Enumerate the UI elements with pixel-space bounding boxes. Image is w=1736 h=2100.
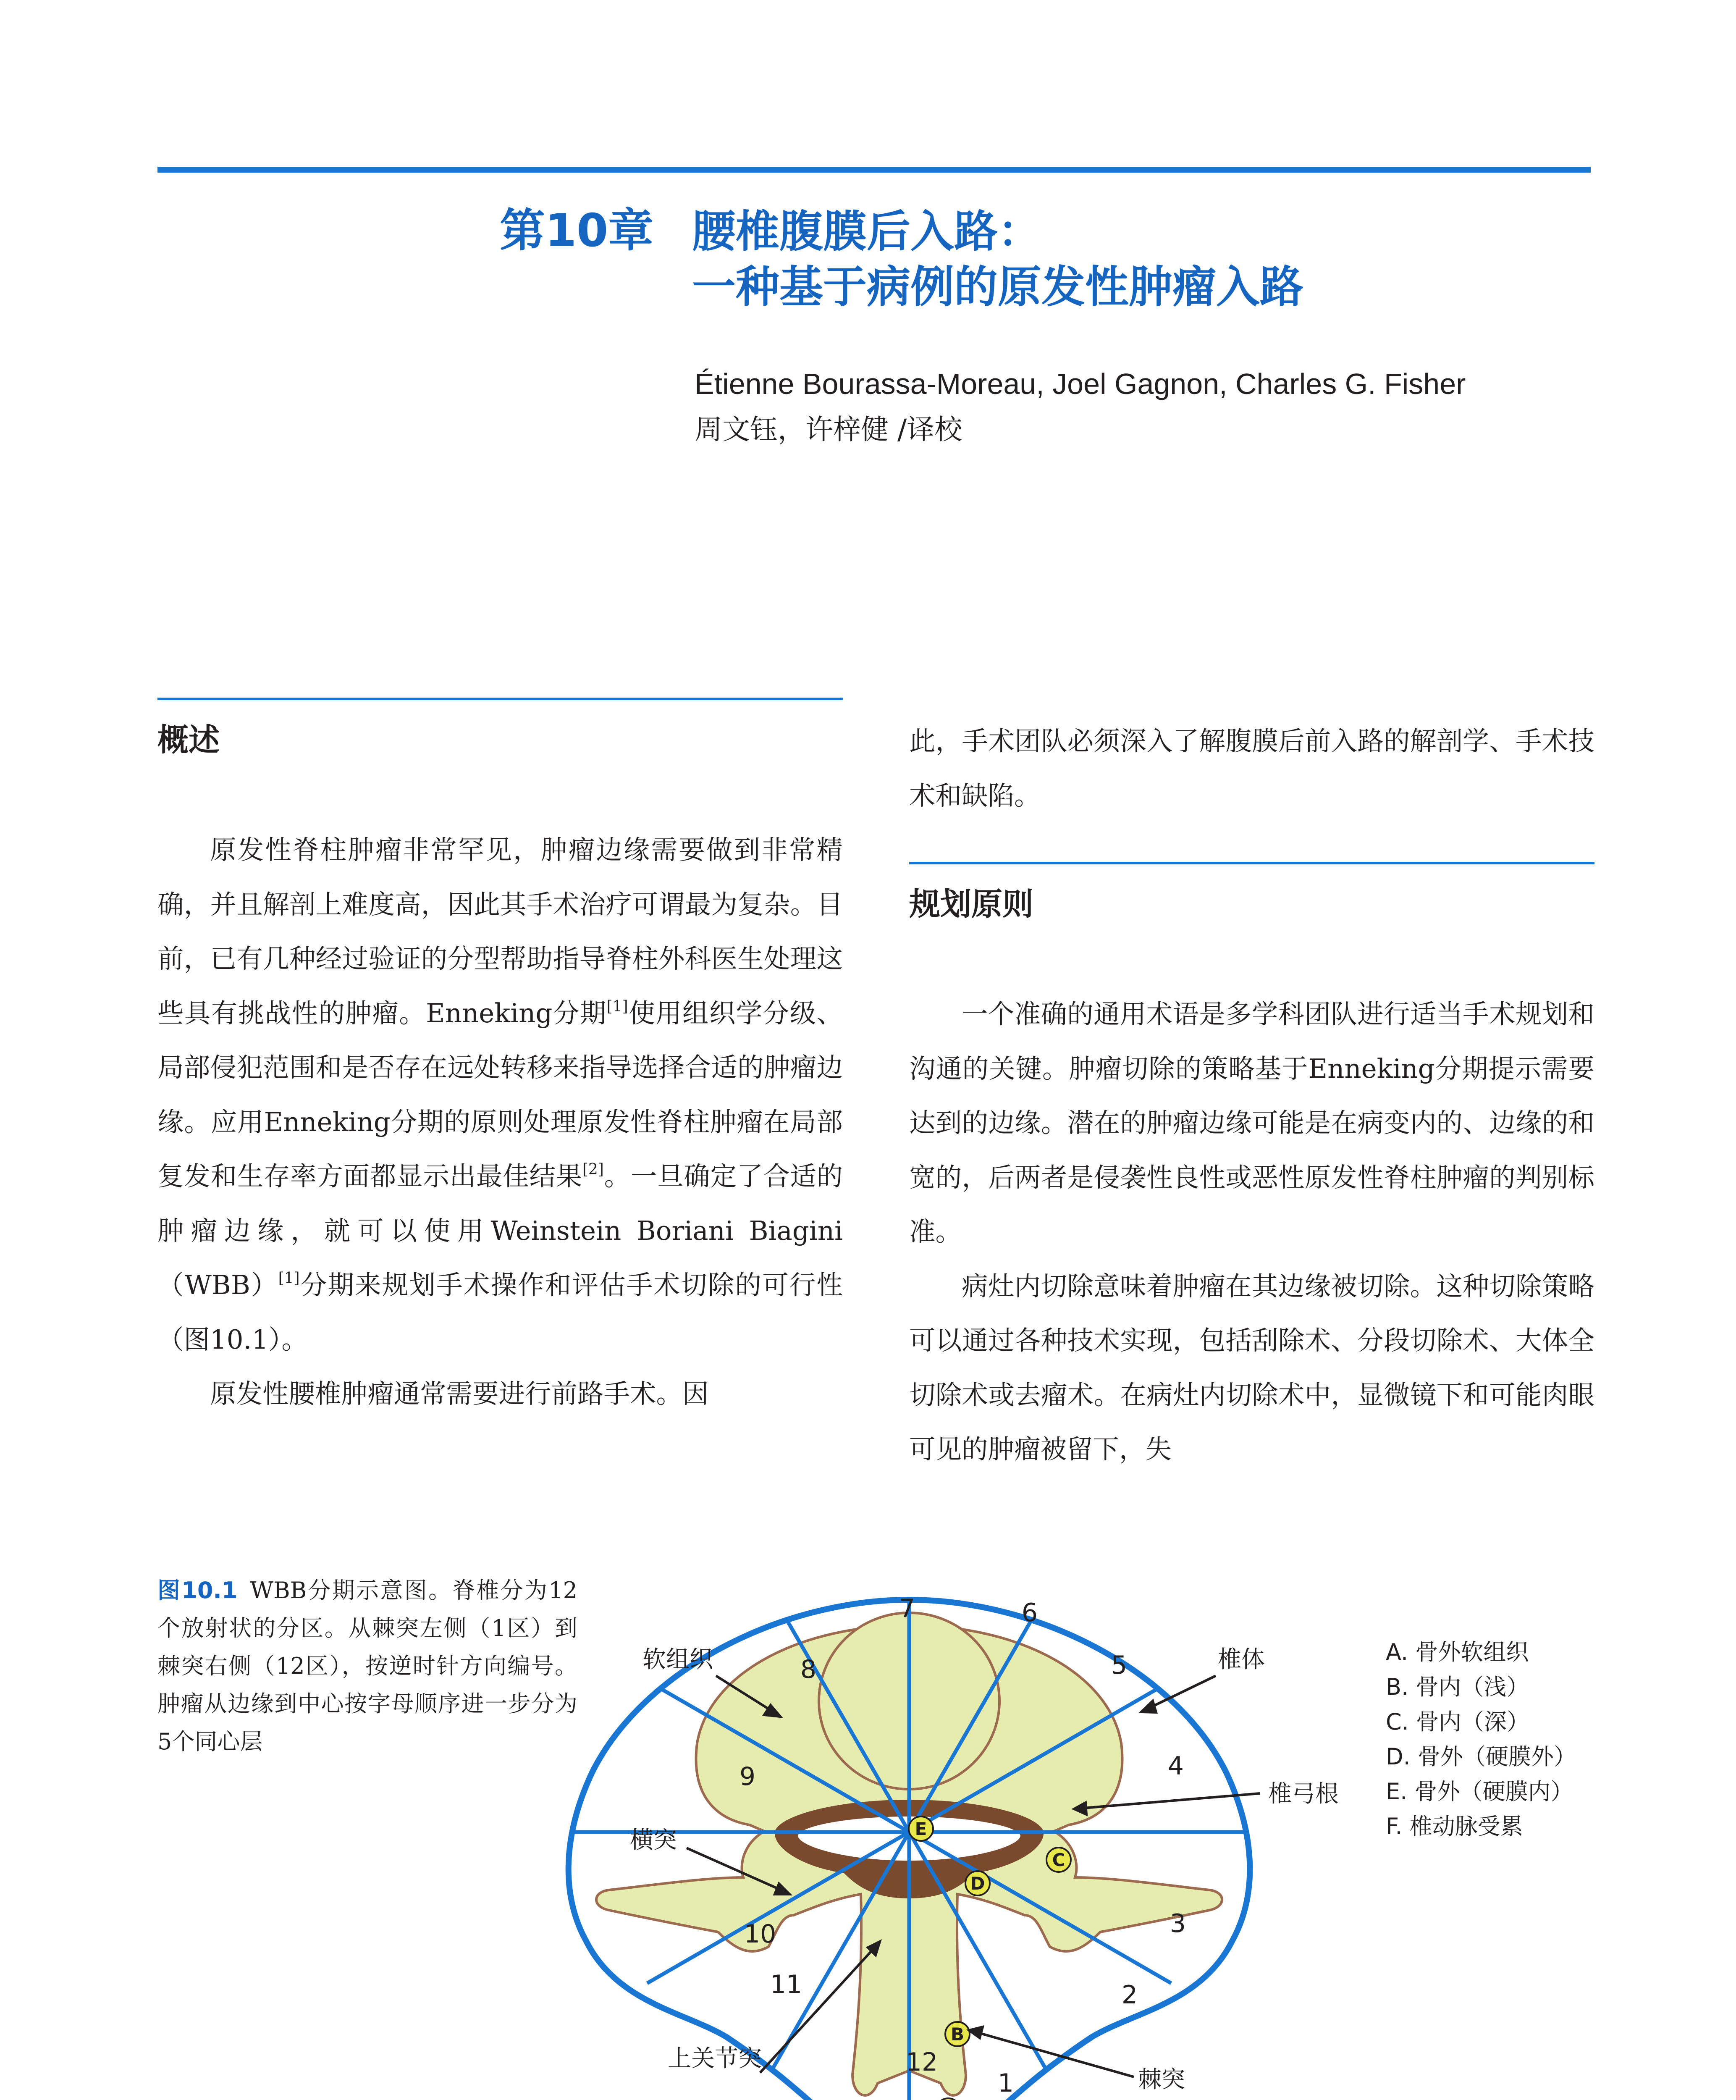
layer-marker-c-label: C [1052,1850,1065,1870]
zone-number-12: 12 [905,2048,938,2077]
zone-number-4: 4 [1167,1751,1184,1781]
paragraph: 病灶内切除意味着肿瘤在其边缘被切除。这种切除策略可以通过各种技术实现，包括刮除术、分段切除术、大体全切除术或去瘤术。在病灶内切除术中，显微镜下和可能肉眼可见的肿瘤被留下，失 [909,1270,1594,1465]
zone-number-3: 3 [1170,1909,1186,1938]
label-spinous-process: 棘突 [1138,2066,1185,2093]
layer-marker-b-label: B [950,2024,965,2045]
legend-item: A. 骨外软组织 [1386,1639,1529,1665]
citation-ref[interactable]: [2] [582,1161,604,1178]
paragraph: 一个准确的通用术语是多学科团队进行适当手术规划和沟通的关键。肿瘤切除的策略基于Enneking分期提示需要达到的边缘。潜在的肿瘤边缘可能是在病变内的、边缘的和宽的，后两者是侵袭性良性或恶性原发性脊柱肿瘤的判别标准。 [909,999,1594,1247]
zone-number-1: 1 [997,2068,1014,2098]
citation-ref[interactable]: [1] [278,1270,300,1287]
authors: Étienne Bourassa-Moreau, Joel Gagnon, Charles G. Fisher [695,368,1466,400]
paragraph: 原发性腰椎肿瘤通常需要进行前路手术。因 [210,1378,709,1409]
label-pedicle: 椎弓根 [1268,1780,1339,1808]
legend-item: B. 骨内（浅） [1386,1674,1529,1700]
zone-number-5: 5 [1111,1651,1128,1680]
label-vertebral-body: 椎体 [1218,1646,1265,1673]
chapter-label: 第10章 [500,205,654,257]
paragraph: 此，手术团队必须深入了解腹膜后前入路的解剖学、手术技术和缺陷。 [909,726,1594,811]
zone-number-6: 6 [1021,1598,1038,1628]
chapter-title-line-2: 一种基于病例的原发性肿瘤入路 [692,261,1304,312]
legend-item: F. 椎动脉受累 [1386,1813,1523,1840]
zone-number-9: 9 [739,1762,756,1791]
legend-item: D. 骨外（硬膜外） [1386,1743,1576,1770]
layer-marker-e-label: E [915,1819,927,1839]
section-heading-overview: 概述 [157,722,220,758]
label-soft-tissue: 软组织 [642,1646,713,1673]
figure-label: 图10.1 [157,1577,238,1604]
zone-number-7: 7 [899,1594,915,1623]
paragraph: 原发性脊柱肿瘤非常罕见，肿瘤边缘需要做到非常精确，并且解剖上难度高，因此其手术治疗可谓最为复杂。目前，已有几种经过验证的分型帮助指导脊柱外科医生处理这些具有挑战性的肿瘤。Enneking分期[1]使用组织学分级、局部侵犯范围和是否存在远处转移来指导选择合适的肿瘤边缘。应用Enneking分期的原则处理原发性脊柱肿瘤在局部复发和生存率方面都显示出最佳结果[2]。一旦确定了合适的肿瘤边缘，就可以使用Weinstein Boriani Biagini（WBB）[1]分期来规划手术操作和评估手术切除的可行性（图10.1）。 [157,835,843,1355]
label-transverse-process: 横突 [630,1827,677,1854]
zone-number-8: 8 [800,1655,817,1684]
translators: 周文钰，许梓健 /译校 [695,413,962,446]
legend-item: C. 骨内（深） [1386,1709,1530,1735]
zone-number-2: 2 [1121,1980,1138,2010]
citation-ref[interactable]: [1] [606,998,628,1015]
layer-legend [1386,1639,1576,1840]
zone-number-11: 11 [770,1970,802,1999]
zone-number-10: 10 [744,1919,776,1949]
label-superior-facet: 上关节突 [668,2045,762,2072]
layer-marker-d-label: D [970,1873,985,1894]
chapter-title-line-1: 腰椎腹膜后入路： [692,206,1042,257]
figure-caption-text: WBB分期示意图。脊椎分为12个放射状的分区。从棘突左侧（1区）到棘突右侧（12区），按逆时针方向编号。肿瘤从边缘到中心按字母顺序进一步分为5个同心层 [157,1577,577,1755]
legend-item: E. 骨外（硬膜内） [1386,1778,1573,1805]
section-heading-planning: 规划原则 [909,886,1033,922]
